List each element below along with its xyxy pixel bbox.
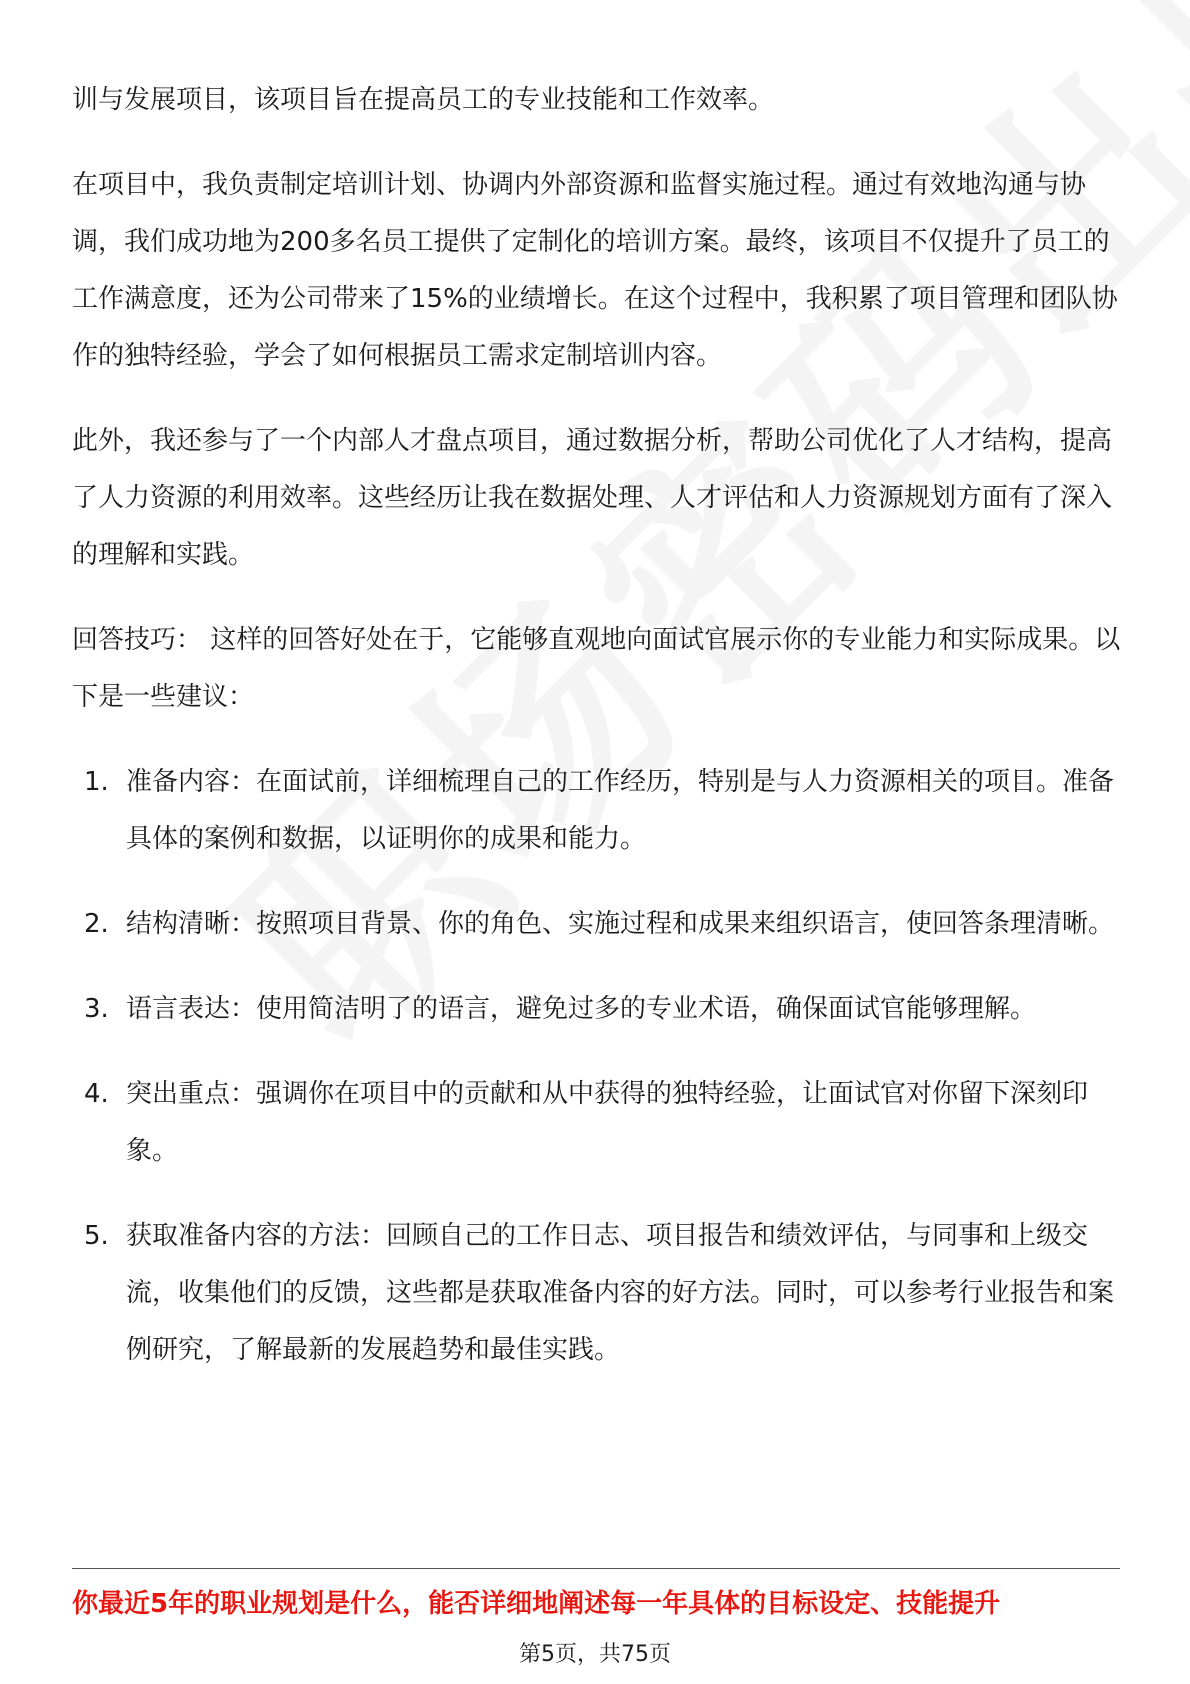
list-item-text: 获取准备内容的方法：回顾自己的工作日志、项目报告和绩效评估，与同事和上级交流，收集他们的反馈，这些都是获取准备内容的好方法。同时，可以参考行业报告和案例研究，了解最新的发展趋势和最佳实践。 — [126, 1221, 1115, 1365]
list-item-text: 结构清晰：按照项目背景、你的角色、实施过程和成果来组织语言，使回答条理清晰。 — [126, 909, 1115, 939]
list-item — [72, 1208, 1122, 1379]
tips-list — [72, 754, 1122, 1379]
next-question-heading: 你最近5年的职业规划是什么，能否详细地阐述每一年具体的目标设定、技能提升 — [72, 1589, 1001, 1619]
list-item-number: 2. — [84, 909, 109, 939]
list-item-number: 4. — [84, 1079, 109, 1109]
document-body — [72, 72, 1122, 1407]
list-item-text: 突出重点：强调你在项目中的贡献和从中获得的独特经验，让面试官对你留下深刻印象。 — [126, 1079, 1089, 1166]
list-item-number: 5. — [84, 1221, 109, 1251]
list-item-text: 准备内容：在面试前，详细梳理自己的工作经历，特别是与人力资源相关的项目。准备具体的案例和数据，以证明你的成果和能力。 — [126, 767, 1115, 854]
list-item — [72, 754, 1122, 868]
paragraph-project-role: 在项目中，我负责制定培训计划、协调内外部资源和监督实施过程。通过有效地沟通与协调，我们成功地为200多名员工提供了定制化的培训方案。最终，该项目不仅提升了员工的工作满意度，还为公司带来了15%的业绩增长。在这个过程中，我积累了项目管理和团队协作的独特经验，学会了如何根据员工需求定制培训内容。 — [72, 170, 1118, 371]
list-item-text: 语言表达：使用简洁明了的语言，避免过多的专业术语，确保面试官能够理解。 — [126, 994, 1037, 1024]
list-item — [72, 981, 1122, 1038]
divider — [72, 1568, 1120, 1569]
paragraph-talent-review: 此外，我还参与了一个内部人才盘点项目，通过数据分析，帮助公司优化了人才结构，提高了人力资源的利用效率。这些经历让我在数据处理、人才评估和人力资源规划方面有了深入的理解和实践。 — [72, 426, 1113, 570]
list-item — [72, 896, 1122, 953]
list-item — [72, 1066, 1122, 1180]
list-item-number: 1. — [84, 767, 109, 797]
list-item-number: 3. — [84, 994, 109, 1024]
paragraph-answer-tips: 回答技巧： 这样的回答好处在于，它能够直观地向面试官展示你的专业能力和实际成果。以下是一些建议： — [72, 625, 1121, 712]
paragraph-intro-continued: 训与发展项目，该项目旨在提高员工的专业技能和工作效率。 — [72, 85, 775, 115]
page-number: 第5页，共75页 — [519, 1642, 671, 1667]
